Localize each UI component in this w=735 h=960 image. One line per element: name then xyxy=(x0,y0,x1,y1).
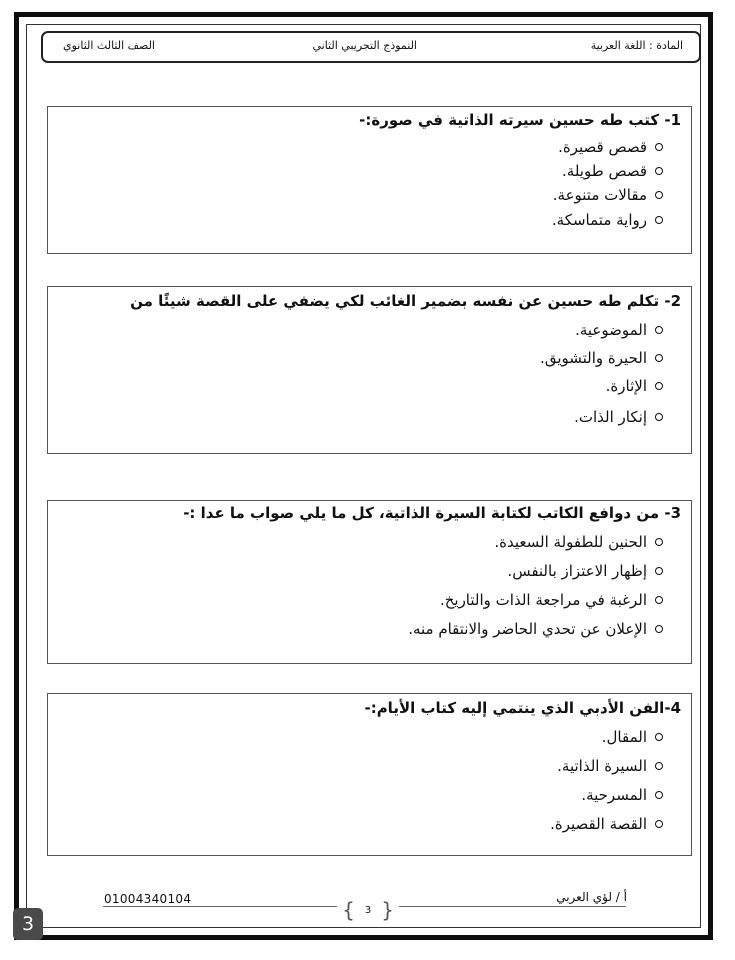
question-title: 1- كتب طه حسين سيرته الذاتية في صورة:- xyxy=(359,111,681,129)
option-item[interactable] xyxy=(557,757,663,775)
option-item[interactable] xyxy=(440,591,663,609)
radio-circle-icon xyxy=(655,820,663,828)
option-label: المسرحية. xyxy=(581,786,647,804)
option-item[interactable] xyxy=(408,620,663,638)
option-item[interactable] xyxy=(574,408,663,426)
header-grade: الصف الثالث الثانوي xyxy=(63,39,155,52)
radio-circle-icon xyxy=(655,413,663,421)
option-item[interactable] xyxy=(606,377,663,395)
brace-right-icon: } xyxy=(381,898,394,922)
radio-circle-icon xyxy=(655,733,663,741)
option-label: القصة القصيرة. xyxy=(550,815,647,833)
footer-author: أ / لؤي العربي xyxy=(556,890,627,904)
option-label: قصص قصيرة. xyxy=(558,138,647,156)
option-label: الإثارة. xyxy=(605,377,647,395)
radio-circle-icon xyxy=(655,567,663,575)
option-label: السيرة الذاتية. xyxy=(557,757,647,775)
option-item[interactable] xyxy=(602,728,663,746)
question-box-1 xyxy=(47,106,692,254)
question-box-2 xyxy=(47,286,692,454)
option-label: الحنين للطفولة السعيدة. xyxy=(494,533,647,551)
option-label: رواية متماسكة. xyxy=(551,211,647,229)
option-label: قصص طويلة. xyxy=(562,162,647,180)
question-title: 2- تكلم طه حسين عن نفسه بضمير الغائب لكي يضفي على القصة شيئًا من xyxy=(130,292,681,310)
option-label: إظهار الاعتزاز بالنفس. xyxy=(507,562,647,580)
option-item[interactable] xyxy=(550,815,663,833)
option-item[interactable] xyxy=(540,349,663,367)
footer-phone: 01004340104 xyxy=(104,892,192,906)
radio-circle-icon xyxy=(655,791,663,799)
option-item[interactable] xyxy=(507,562,663,580)
page-number-box xyxy=(337,898,399,922)
radio-circle-icon xyxy=(655,191,663,199)
radio-circle-icon xyxy=(655,354,663,362)
brace-left-icon: { xyxy=(342,898,355,922)
option-item[interactable] xyxy=(552,211,663,229)
header-subject: المادة : اللغة العربية xyxy=(590,39,683,52)
option-label: الإعلان عن تحدي الحاضر والانتقام منه. xyxy=(408,620,647,638)
option-item[interactable] xyxy=(581,786,663,804)
question-title: 4-الفن الأدبي الذي ينتمي إليه كتاب الأيام:- xyxy=(364,699,681,717)
option-label: مقالات متنوعة. xyxy=(552,186,647,204)
radio-circle-icon xyxy=(655,625,663,633)
question-title: 3- من دوافع الكاتب لكتابة السيرة الذاتية، كل ما يلي صواب ما عدا :- xyxy=(183,504,681,522)
radio-circle-icon xyxy=(655,216,663,224)
option-label: الموضوعية. xyxy=(575,321,647,339)
page-badge: 3 xyxy=(13,908,43,940)
option-item[interactable] xyxy=(494,533,663,551)
radio-circle-icon xyxy=(655,143,663,151)
option-label: الحيرة والتشويق. xyxy=(540,349,647,367)
option-label: إنكار الذات. xyxy=(574,408,647,426)
radio-circle-icon xyxy=(655,326,663,334)
radio-circle-icon xyxy=(655,596,663,604)
option-item[interactable] xyxy=(562,162,663,180)
radio-circle-icon xyxy=(655,762,663,770)
radio-circle-icon xyxy=(655,538,663,546)
question-box-4 xyxy=(47,693,692,856)
radio-circle-icon xyxy=(655,382,663,390)
option-item[interactable] xyxy=(553,186,663,204)
question-box-3 xyxy=(47,500,692,664)
page-number: 3 xyxy=(364,904,372,916)
option-label: المقال. xyxy=(601,728,647,746)
option-label: الرغبة في مراجعة الذات والتاريخ. xyxy=(439,591,647,609)
radio-circle-icon xyxy=(655,167,663,175)
header-model: النموذج التجريبي الثاني xyxy=(312,39,417,52)
page-header xyxy=(41,31,701,63)
option-item[interactable] xyxy=(558,138,663,156)
option-item[interactable] xyxy=(575,321,663,339)
